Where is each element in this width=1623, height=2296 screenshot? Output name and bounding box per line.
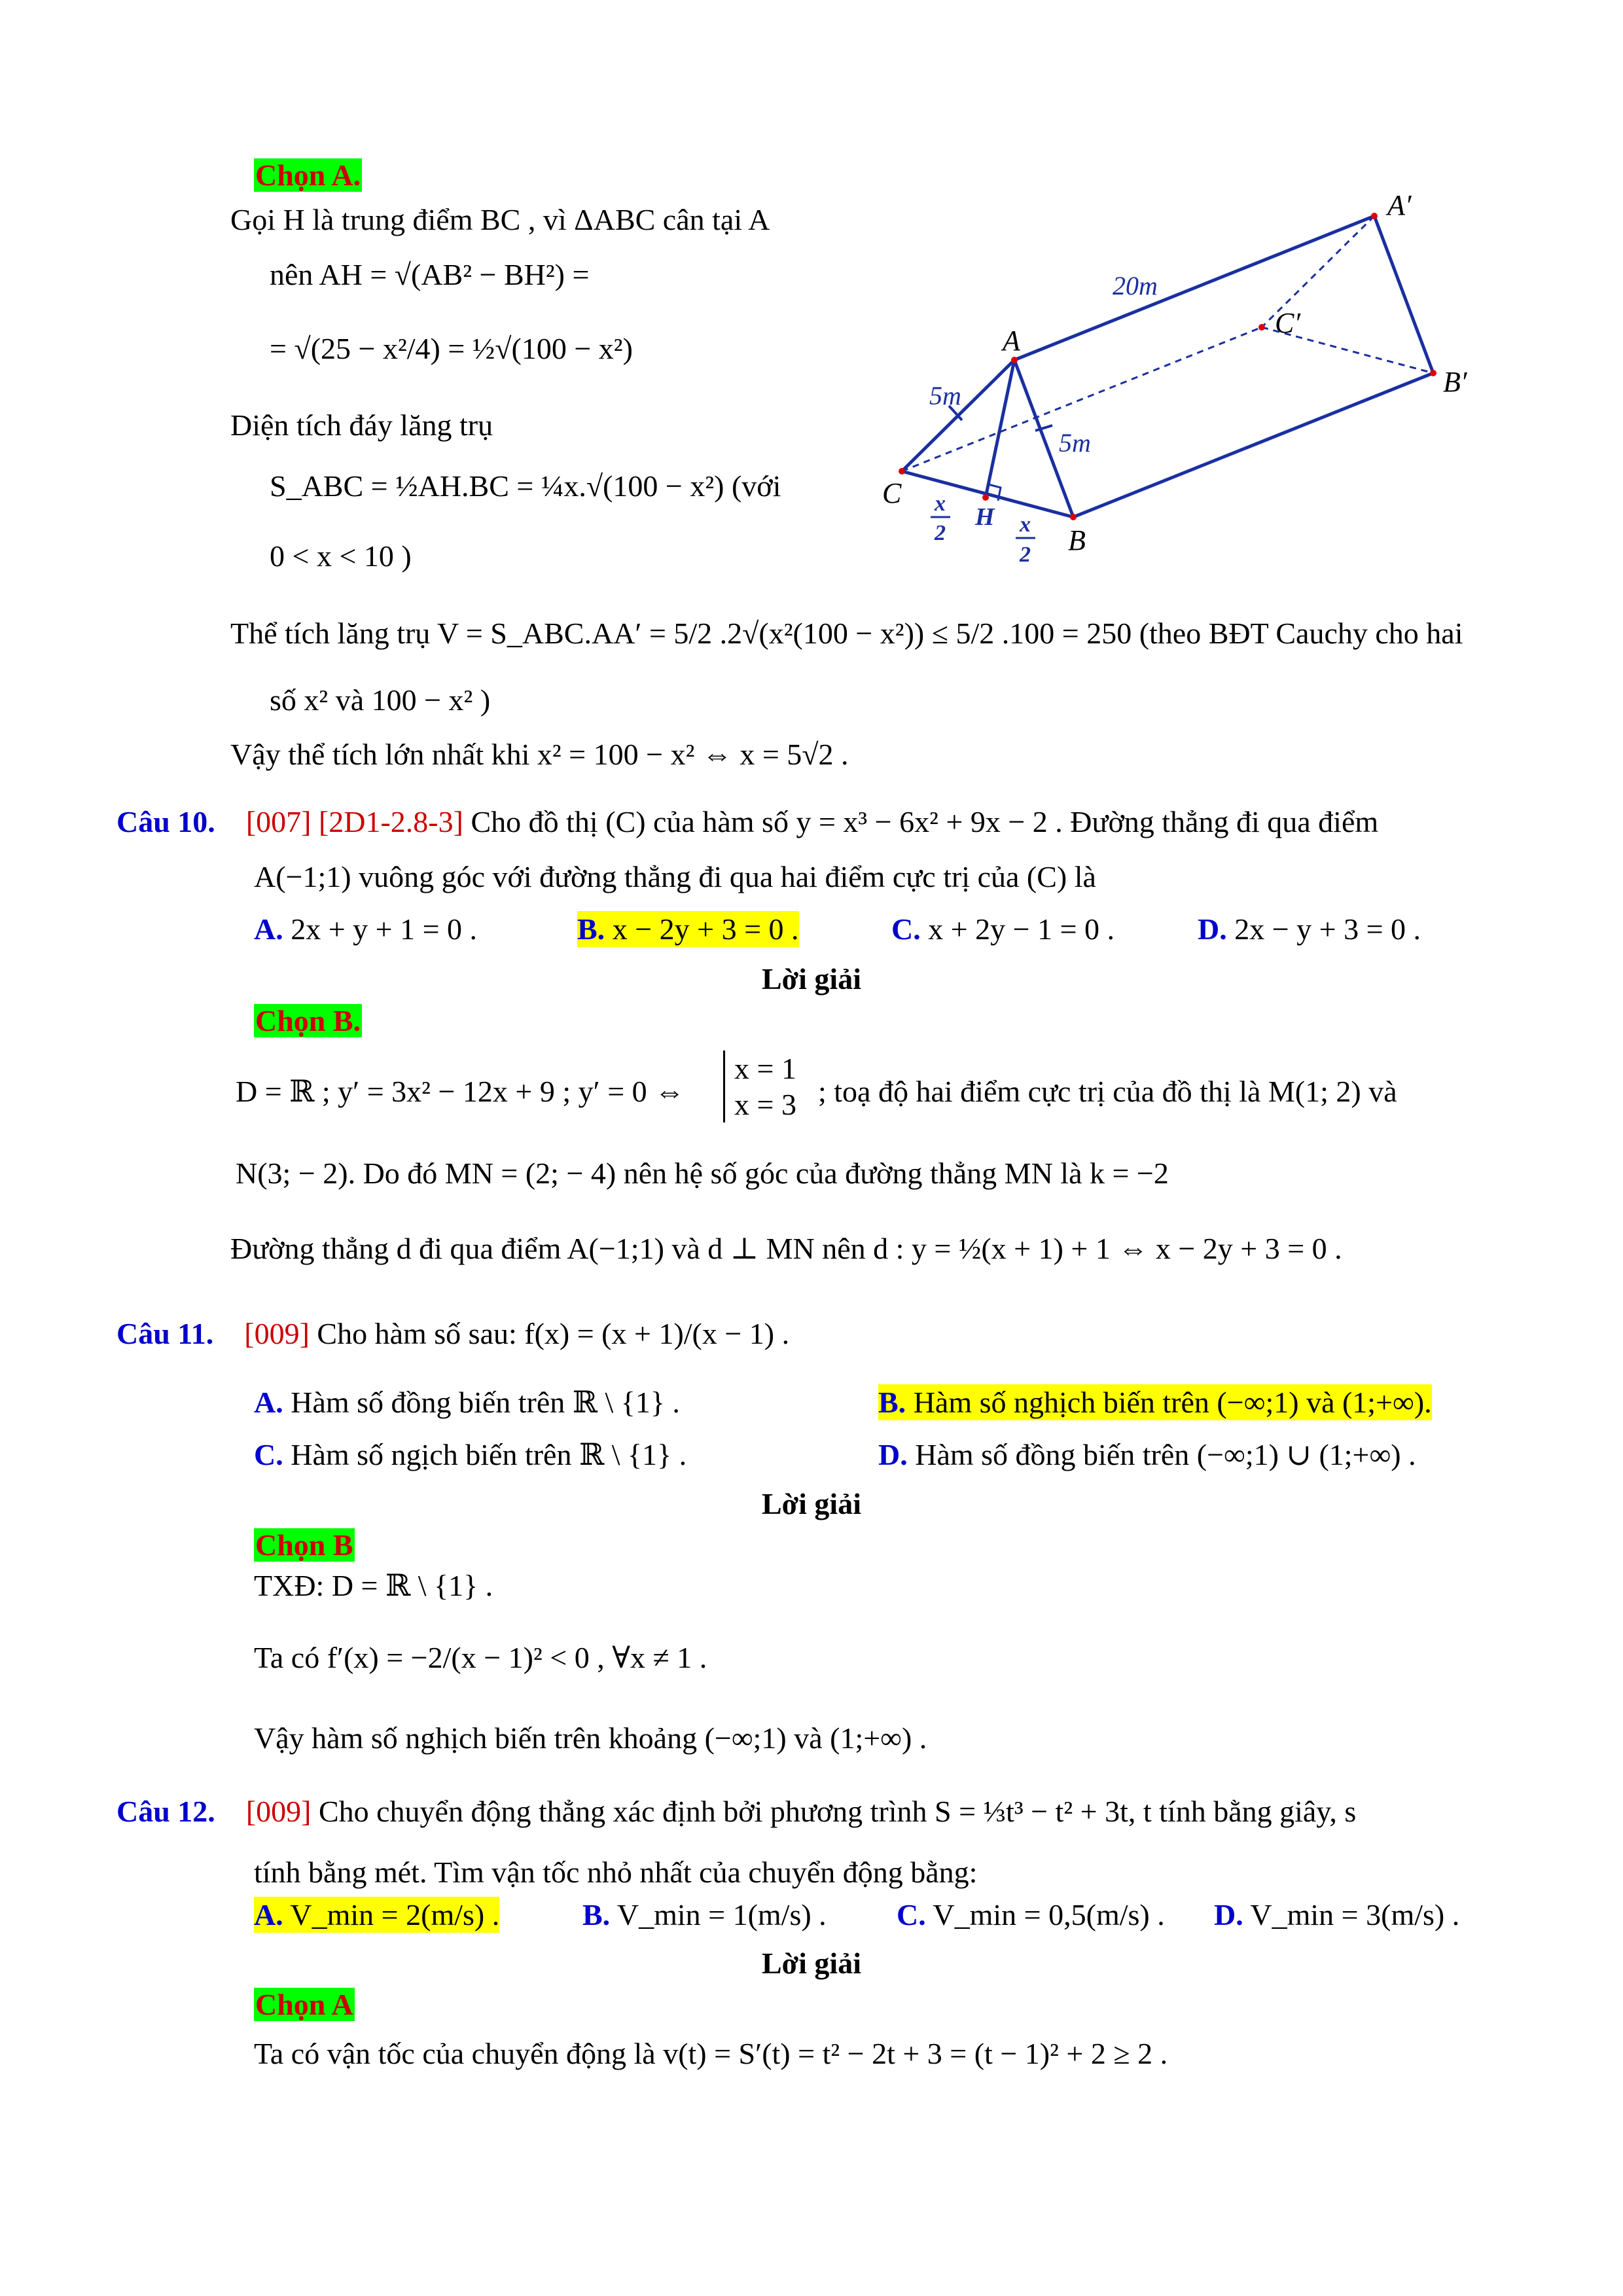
q11-sol-2: Ta có f′(x) = −2/(x − 1)² < 0 , ∀x ≠ 1 . [254, 1641, 707, 1674]
q10-sol-1b: x = 1 [734, 1052, 796, 1085]
q11-opt-d [878, 1437, 1416, 1473]
q10-opt-b [577, 911, 799, 947]
label-x-2: x [1020, 512, 1031, 537]
q12-opt-b [582, 1897, 827, 1933]
q11-opt-b [878, 1384, 1432, 1420]
prev-line-2: nên AH = √(AB² − BH²) = [270, 258, 590, 291]
q12-opt-c-value: V_min = 0,5(m/s) . [925, 1898, 1165, 1931]
q10-sol-system [723, 1050, 796, 1122]
edge-BB1 [1073, 373, 1433, 517]
q12-opt-c [897, 1897, 1165, 1933]
q10-chon-label: Chọn B. [255, 1004, 361, 1037]
prev-line-6: 0 < x < 10 ) [270, 539, 412, 573]
q10-opt-d [1198, 911, 1421, 947]
label-C: C [882, 477, 902, 509]
q10-text1: Cho đồ thị (C) của hàm số y = x³ − 6x² + 9x − 2 . Đường thẳng đi qua điểm [463, 805, 1379, 838]
q12-opt-a-value: V_min = 2(m/s) . [283, 1898, 500, 1931]
label-2-1: 2 [935, 521, 946, 545]
right-angle-mark [988, 484, 1001, 501]
q10-chon [254, 1003, 362, 1039]
q12-opt-c-key: C. [897, 1898, 926, 1931]
point-B [1070, 514, 1077, 520]
prism-figure [851, 183, 1531, 589]
q12-sol-1: Ta có vận tốc của chuyển động là v(t) = S′(t) = t² − 2t + 3 = (t − 1)² + 2 ≥ 2 . [254, 2037, 1168, 2070]
q10-stem-2: A(−1;1) vuông góc với đường thẳng đi qua hai điểm cực trị của (C) là [254, 860, 1096, 893]
point-B1 [1430, 370, 1436, 376]
q12-opt-b-value: V_min = 1(m/s) . [610, 1898, 827, 1931]
q12-opt-d-key: D. [1214, 1898, 1243, 1931]
prev-line-9: Vậy thể tích lớn nhất khi x² = 100 − x² ⇔ x = 5√2 . [230, 738, 849, 771]
q11-opt-a-value: Hàm số đồng biến trên ℝ \ {1} . [283, 1386, 680, 1419]
label-B1: B′ [1443, 366, 1467, 398]
label-20m: 20m [1113, 271, 1158, 300]
prev-line-1: Gọi H là trung điểm BC , vì ΔABC cân tại A [230, 203, 770, 236]
q12-stem-2: tính bằng mét. Tìm vận tốc nhỏ nhất của chuyển động bằng: [254, 1856, 978, 1889]
q10-stem-1 [116, 804, 1378, 840]
q12-opt-b-key: B. [582, 1898, 611, 1931]
q11-code: [009] [244, 1317, 310, 1350]
label-H: H [975, 503, 995, 531]
q11-sol-3: Vậy hàm số nghịch biến trên khoảng (−∞;1) và (1;+∞) . [254, 1721, 927, 1755]
q11-text: Cho hàm số sau: f(x) = (x + 1)/(x − 1) . [309, 1317, 790, 1350]
q12-opt-a-key: A. [254, 1898, 283, 1931]
q11-stem [116, 1316, 789, 1352]
q10-opt-a [254, 911, 477, 947]
q10-sol-1d: ; toạ độ hai điểm cực trị của đồ thị là M(1; 2) và [818, 1075, 1397, 1108]
prev-chon-label: Chọn A. [255, 158, 361, 192]
q10-sol-2: N(3; − 2). Do đó MN = (2; − 4) nên hệ số góc của đường thẳng MN là k = −2 [236, 1157, 1169, 1190]
label-A: A [1003, 325, 1020, 357]
q11-chon [254, 1527, 355, 1563]
q12-loigiai: Lời giải [762, 1946, 861, 1980]
point-C1 [1258, 324, 1265, 331]
q12-label: Câu 12. [116, 1795, 215, 1828]
q11-label: Câu 11. [116, 1317, 214, 1350]
q10-opt-c-value: x + 2y − 1 = 0 . [928, 912, 1115, 946]
q11-opt-a-key: A. [254, 1386, 283, 1419]
prev-line-5: S_ABC = ½AH.BC = ¼x.√(100 − x²) (với [270, 469, 781, 503]
label-2-2: 2 [1020, 543, 1031, 567]
q10-sol-3: Đường thẳng d đi qua điểm A(−1;1) và d ⊥ MN nên d : y = ½(x + 1) + 1 ⇔ x − 2y + 3 = 0 . [230, 1232, 1342, 1265]
q12-opt-d [1214, 1897, 1459, 1933]
q12-chon-label: Chọn A [255, 1988, 353, 2021]
label-5m-CA: 5m [929, 381, 961, 410]
q12-text1: Cho chuyển động thẳng xác định bởi phương trình S = ⅓t³ − t² + 3t, t tính bằng giây, s [311, 1795, 1357, 1828]
edge-A1B1 [1374, 216, 1433, 373]
q10-opt-c [891, 911, 1115, 947]
point-C [899, 468, 905, 475]
q12-opt-d-value: V_min = 3(m/s) . [1243, 1898, 1460, 1931]
q10-sol-1 [236, 1073, 685, 1109]
q10-code: [007] [2D1-2.8-3] [245, 805, 463, 838]
q10-loigiai: Lời giải [762, 962, 861, 996]
q12-opt-a [254, 1897, 499, 1933]
q10-opt-d-value: 2x − y + 3 = 0 . [1234, 912, 1421, 946]
q12-stem-1 [116, 1793, 1356, 1829]
q12-chon [254, 1986, 355, 2022]
prev-chon [254, 157, 362, 193]
edge-AH [986, 360, 1014, 497]
q11-opt-c [254, 1437, 687, 1473]
q11-loigiai: Lời giải [762, 1487, 861, 1520]
q11-opt-b-key: B. [878, 1386, 906, 1419]
q10-opt-d-key: D. [1198, 912, 1227, 946]
q11-opt-b-value: Hàm số nghịch biến trên (−∞;1) và (1;+∞). [906, 1386, 1432, 1419]
q10-opt-a-key: A. [254, 912, 283, 946]
q10-sol-1c: x = 3 [734, 1088, 796, 1122]
q10-label: Câu 10. [116, 805, 215, 838]
q11-sol-1: TXĐ: D = ℝ \ {1} . [254, 1569, 493, 1602]
q12-code: [009] [245, 1795, 312, 1828]
label-x-1: x [935, 492, 946, 516]
q10-sol-1a: D = ℝ ; y′ = 3x² − 12x + 9 ; y′ = 0 ⇔ [236, 1075, 685, 1108]
q11-opt-d-value: Hàm số đồng biến trên (−∞;1) ∪ (1;+∞) . [907, 1438, 1416, 1471]
q11-chon-label: Chọn B [255, 1528, 353, 1562]
label-C1: C′ [1275, 307, 1300, 339]
label-5m-AB: 5m [1059, 428, 1091, 457]
q11-opt-c-key: C. [254, 1438, 283, 1471]
q10-opt-b-value: x − 2y + 3 = 0 . [612, 912, 799, 946]
prev-line-3: = √(25 − x²/4) = ½√(100 − x²) [270, 332, 633, 365]
q10-opt-c-key: C. [891, 912, 921, 946]
edge-AA1 [1014, 216, 1374, 360]
label-B: B [1068, 524, 1086, 556]
point-A [1011, 357, 1018, 363]
q11-opt-d-key: D. [878, 1438, 908, 1471]
label-A1: A′ [1387, 189, 1412, 221]
q10-opt-b-key: B. [577, 912, 605, 946]
prev-line-4: Diện tích đáy lăng trụ [230, 408, 493, 442]
point-A1 [1371, 213, 1378, 219]
prev-line-7: Thể tích lăng trụ V = S_ABC.AA′ = 5/2 .2√(x²(100 − x²)) ≤ 5/2 .100 = 250 (theo BĐT Cauchy cho hai [230, 617, 1463, 650]
point-H [982, 494, 989, 501]
prev-line-8: số x² và 100 − x² ) [270, 683, 491, 717]
q10-opt-a-value: 2x + y + 1 = 0 . [291, 912, 478, 946]
q11-opt-a [254, 1384, 680, 1420]
q11-opt-c-value: Hàm số ngịch biến trên ℝ \ {1} . [283, 1438, 687, 1471]
